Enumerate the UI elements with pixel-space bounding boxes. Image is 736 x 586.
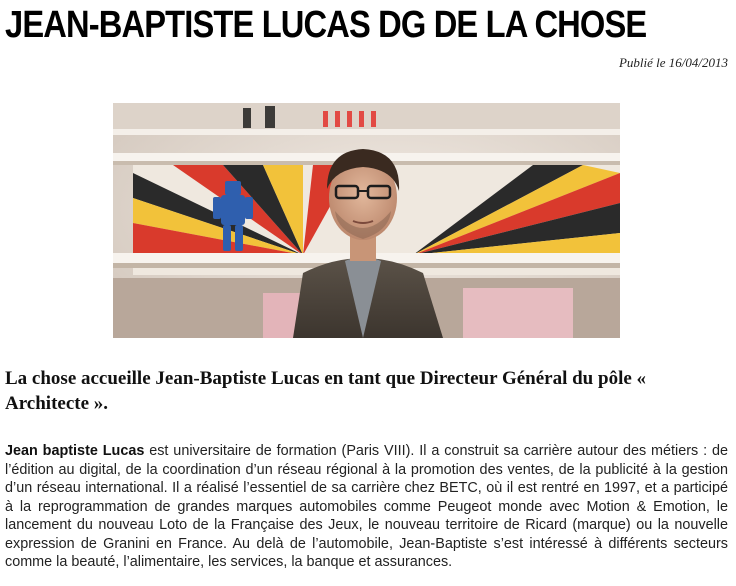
article-lead: La chose accueille Jean-Baptiste Lucas en tant que Directeur Général du pôle « Architecte ». [5, 368, 647, 414]
article-photo [113, 103, 620, 338]
person-name: Jean baptiste Lucas [5, 443, 145, 459]
article-body [5, 442, 728, 572]
publish-date: Publié le 16/04/2013 [618, 55, 728, 70]
article-body-text: est universitaire de formation (Paris VIII). Il a construit sa carrière autour des métiers : de l’édition au digital, de la coordination d’un réseau régional à la promotion des ventes, de la publicité à la gestion d’un réseau international. Il a réalisé l’essentiel de sa carrière chez BETC, où il est rentré en 1997, et a participé à la reprogrammation de grandes marques automobiles comme Peugeot monde avec Motion & Emotion, le lancement du nouveau Loto de la Française des Jeux, le nouveau territoire de Ricard (marque) ou la nouvelle expression de Granini en France. Au delà de l’automobile, Jean-Baptiste s’est intéressé à différents secteurs comme la beauté, l’alimentaire, les services, la banque et assurances. [5, 443, 728, 570]
page-title: JEAN-BAPTISTE LUCAS DG DE LA CHOSE [5, 4, 647, 46]
